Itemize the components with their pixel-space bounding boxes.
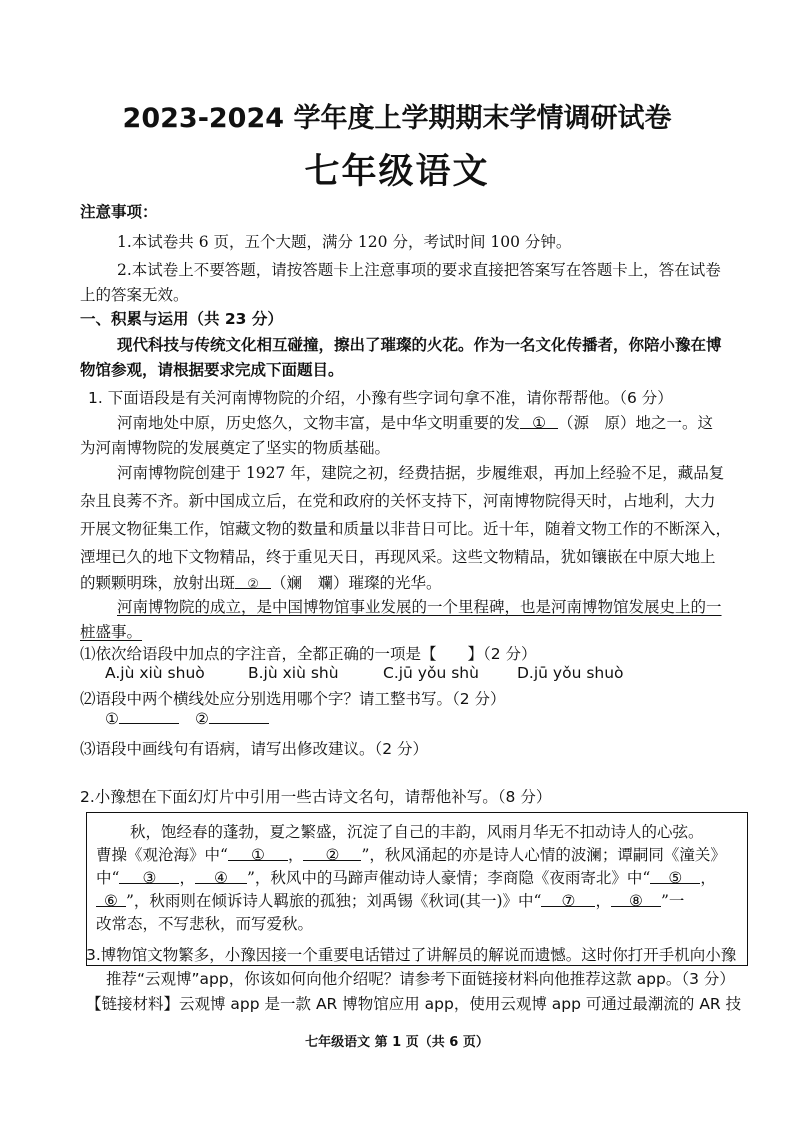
poem-blank-8 bbox=[611, 892, 661, 910]
blank-number: ② bbox=[247, 577, 259, 592]
poem-blank-1 bbox=[228, 846, 288, 864]
notice-item-2-line-1: 2.本试卷上不要答题，请按答题卡上注意事项的要求直接把答案写在答题卡上，答在试卷 bbox=[117, 261, 721, 279]
question-1-stem: 1. 下面语段是有关河南博物院的介绍，小豫有些字词句拿不准，请你帮帮他。（6 分） bbox=[88, 389, 673, 407]
slide-text: ”，秋雨则在倾诉诗人羁旅的孤独；刘禹锡《秋词(其一)》中“ bbox=[126, 892, 542, 910]
blank-number: ② bbox=[325, 846, 340, 864]
option-b: B.jù xiù shù bbox=[248, 664, 339, 682]
poem-blank-6 bbox=[96, 892, 126, 910]
option-a: A.jù xiù shuò bbox=[105, 664, 205, 682]
poem-blank-7 bbox=[541, 892, 595, 910]
blank-number: ⑤ bbox=[668, 869, 683, 887]
notice-item-2-line-2: 上的答案无效。 bbox=[80, 286, 189, 304]
blank-number: ① bbox=[532, 414, 546, 432]
poem-blank-2 bbox=[303, 846, 361, 864]
slide-text: ”，秋风中的马蹄声催动诗人豪情；李商隐《夜雨寄北》中“ bbox=[246, 869, 651, 887]
blank-2 bbox=[235, 574, 271, 592]
question-3-stem-line-1: 3.博物馆文物繁多，小豫因接一个重要电话错过了讲解员的解说而遗憾。这时你打开手机向小豫 bbox=[86, 946, 737, 964]
option-d: D.jū yǒu shuò bbox=[517, 664, 624, 682]
passage-text: （源 原）地之一。这 bbox=[558, 414, 714, 432]
answer-label: ① bbox=[105, 710, 119, 728]
answer-blank bbox=[119, 709, 179, 724]
section-1-intro-line-1: 现代科技与传统文化相互碰撞，擦出了璀璨的火花。作为一名文化传播者，你陪小豫在博 bbox=[117, 336, 722, 354]
option-c: C.jū yǒu shù bbox=[383, 664, 479, 682]
answer-line-2 bbox=[195, 709, 269, 728]
poem-blank-4 bbox=[195, 869, 247, 887]
exam-subject: 七年级语文 bbox=[304, 152, 490, 192]
answer-blank bbox=[209, 709, 269, 724]
slide-line-4 bbox=[96, 889, 684, 911]
blank-number: ⑥ bbox=[104, 892, 118, 910]
blank-number: ⑧ bbox=[629, 892, 643, 910]
passage-underlined-sentence-line-2: 桩盛事。 bbox=[80, 623, 143, 641]
question-1-sub-3: ⑶语段中画线句有语病，请写出修改建议。（2 分） bbox=[80, 740, 429, 758]
notice-item-1: 1.本试卷共 6 页，五个大题，满分 120 分，考试时间 100 分钟。 bbox=[117, 233, 572, 251]
passage-para-2-line-2: 杂且良莠不齐。新中国成立后，在党和政府的关怀支持下，河南博物院得天时，占地利，大力 bbox=[80, 492, 716, 510]
passage-underlined-sentence-line-1: 河南博物院的成立，是中国博物馆事业发展的一个里程碑，也是河南博物馆发展史上的一 bbox=[117, 598, 722, 616]
slide-line-3 bbox=[96, 866, 716, 888]
question-3-stem-line-2: 推荐“云观博”app，你该如何向他介绍呢？请参考下面链接材料向他推荐这款 app。（3 分） bbox=[106, 970, 735, 988]
slide-text: 中“ bbox=[96, 869, 120, 887]
blank-1 bbox=[520, 414, 558, 432]
question-2-stem: 2.小豫想在下面幻灯片中引用一些古诗文名句，请帮他补写。（8 分） bbox=[80, 788, 552, 806]
section-1-heading: 一、积累与运用（共 23 分） bbox=[80, 310, 283, 328]
link-material: 【链接材料】云观博 app 是一款 AR 博物馆应用 app，使用云观博 app 可通过最潮流的 AR 技 bbox=[86, 995, 742, 1013]
passage-para-1-line-2: 为河南博物院的发展奠定了坚实的物质基础。 bbox=[80, 439, 391, 457]
passage-para-1-line-1 bbox=[117, 411, 713, 433]
answer-line-1 bbox=[105, 709, 179, 728]
answer-label: ② bbox=[195, 710, 209, 728]
blank-number: ⑦ bbox=[561, 892, 576, 910]
poem-blank-5 bbox=[650, 869, 700, 887]
blank-number: ④ bbox=[214, 869, 228, 887]
exam-title: 2023-2024 学年度上学期期末学情调研试卷 bbox=[122, 103, 672, 134]
slide-line-2 bbox=[96, 843, 726, 865]
passage-text: 的颗颗明珠，放射出斑 bbox=[80, 574, 236, 592]
slide-line-1: 秋，饱经春的蓬勃，夏之繁盛，沉淀了自己的丰韵，风雨月华无不扣动诗人的心弦。 bbox=[130, 823, 704, 841]
slide-text: ， bbox=[700, 869, 716, 887]
blank-number: ③ bbox=[142, 869, 157, 887]
notice-heading: 注意事项： bbox=[80, 203, 158, 221]
passage-text: 河南地处中原，历史悠久，文物丰富，是中华文明重要的发 bbox=[117, 414, 521, 432]
poem-blank-3 bbox=[119, 869, 179, 887]
passage-text: （斓 斕）璀璨的光华。 bbox=[271, 574, 442, 592]
slide-text: ， bbox=[595, 892, 611, 910]
slide-text: ”，秋风涌起的亦是诗人心情的波澜；谭嗣同《潼关》 bbox=[361, 846, 726, 864]
slide-text: ， bbox=[179, 869, 195, 887]
passage-para-2-line-3: 开展文物征集工作，馆藏文物的数量和质量以非昔日可比。近十年，随着文物工作的不断深入， bbox=[80, 520, 732, 538]
page-footer: 七年级语文 第 1 页（共 6 页） bbox=[305, 1035, 489, 1050]
question-1-sub-1: ⑴依次给语段中加点的字注音，全都正确的一项是【 】（2 分） bbox=[80, 645, 537, 663]
passage-para-2-line-5 bbox=[80, 571, 442, 593]
slide-text: 曹操《观沧海》中“ bbox=[96, 846, 228, 864]
slide-text: ， bbox=[287, 846, 304, 864]
slide-text: ”一 bbox=[660, 892, 685, 910]
question-1-sub-2: ⑵语段中两个横线处应分别选用哪个字？请工整书写。（2 分） bbox=[80, 690, 506, 708]
slide-line-5: 改常态，不写悲秋，而写爱秋。 bbox=[96, 915, 314, 933]
blank-number: ① bbox=[250, 846, 265, 864]
section-1-intro-line-2: 物馆参观，请根据要求完成下面题目。 bbox=[80, 361, 344, 379]
passage-para-2-line-4: 湮埋已久的地下文物精品，终于重见天日，再现风采。这些文物精品，犹如镶嵌在中原大地上 bbox=[80, 548, 716, 566]
passage-para-2-line-1: 河南博物院创建于 1927 年，建院之初，经费拮据，步履维艰，再加上经验不足，藏品复 bbox=[117, 464, 725, 482]
